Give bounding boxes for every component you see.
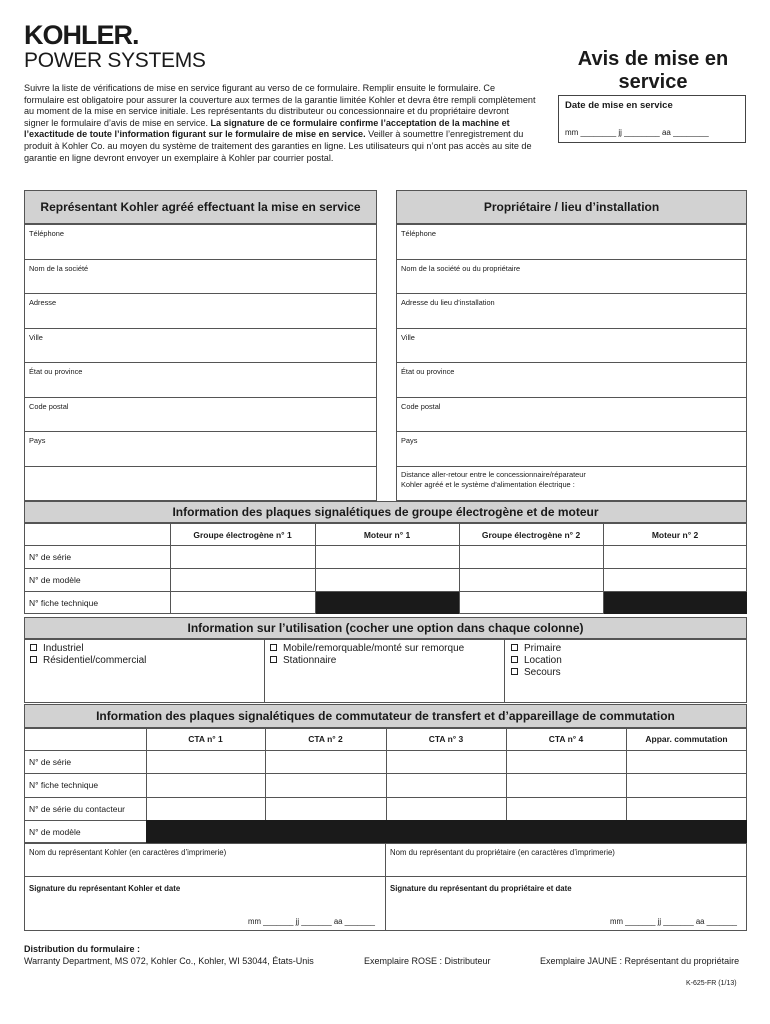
rep-name-label: Nom du représentant Kohler (en caractères d’imprimerie) — [29, 848, 227, 857]
logo-brand: KOHLER. — [24, 20, 139, 50]
transfer-switch-col-header: CTA n° 4 — [548, 734, 584, 744]
generator-section-header: Information des plaques signalétiques de groupe électrogène et de moteur — [24, 501, 747, 523]
transfer-switch-section-header: Information des plaques signalétiques de commutateur de transfert et d’appareillage de commutation — [24, 704, 747, 728]
owner-field-label: Pays — [401, 436, 418, 445]
generator-cell-input[interactable] — [460, 592, 603, 614]
date-label: Date de mise en service — [565, 100, 673, 111]
rep-field-0[interactable] — [24, 224, 377, 260]
transfer-switch-cell-input[interactable] — [627, 798, 747, 820]
option-label: Location — [524, 655, 562, 666]
distance-label-line1: Distance aller-retour entre le concessionnaire/réparateur — [401, 469, 586, 479]
option-label: Mobile/remorquable/monté sur remorque — [283, 643, 465, 654]
option-label: Résidentiel/commercial — [43, 655, 147, 666]
option-label: Industriel — [43, 643, 84, 654]
usage-option-col3[interactable] — [511, 655, 562, 667]
generator-col-header: Moteur n° 1 — [363, 530, 411, 540]
rep-section-header: Représentant Kohler agréé effectuant la mise en service — [24, 190, 377, 224]
rep-field-6[interactable] — [24, 431, 377, 467]
rep-field-label: Pays — [29, 436, 46, 445]
transfer-switch-cell-input[interactable] — [387, 774, 506, 796]
generator-col-header: Groupe électrogène n° 2 — [481, 530, 581, 540]
generator-cell-input[interactable] — [604, 569, 747, 591]
owner-field-3[interactable] — [396, 328, 747, 364]
generator-col-header: Groupe électrogène n° 1 — [193, 530, 292, 540]
option-label: Stationnaire — [283, 655, 337, 666]
transfer-switch-cell-input[interactable] — [147, 798, 265, 820]
checkbox[interactable] — [511, 656, 518, 663]
checkbox[interactable] — [30, 656, 37, 663]
transfer-switch-cell-input[interactable] — [266, 798, 386, 820]
usage-option-col2[interactable] — [270, 655, 336, 667]
owner-field-label: Adresse du lieu d’installation — [401, 298, 495, 307]
transfer-switch-cell-input[interactable] — [147, 751, 265, 773]
owner-field-0[interactable] — [396, 224, 747, 260]
distribution-label: Distribution du formulaire : — [24, 944, 140, 954]
rep-field-5[interactable] — [24, 397, 377, 433]
logo-subtitle: POWER SYSTEMS — [24, 49, 206, 72]
generator-cell-input[interactable] — [171, 546, 315, 568]
rep-field-label: État ou province — [29, 367, 83, 376]
distance-label-line2: Kohler agréé et le système d’alimentation électrique : — [401, 479, 575, 489]
transfer-switch-cell-input[interactable] — [507, 751, 626, 773]
intro-part-2: Veiller à soumettre l’enregistrement du produit à Kohler Co. au moyen du système de traitement des garanties en ligne. Les utilisateurs qui n’ont pas accès au site de garantie en ligne devront envoyer un exemplaire à Kohler par courrier postal. — [24, 129, 532, 163]
owner-field-6[interactable] — [396, 431, 747, 467]
row-divider — [24, 876, 747, 877]
transfer-switch-row-label: N° de série — [29, 757, 72, 767]
intro-text — [24, 83, 536, 164]
owner-field-label: État ou province — [401, 367, 455, 376]
rep-field-label: Code postal — [29, 401, 69, 411]
transfer-switch-row-label: N° fiche technique — [29, 780, 99, 791]
column-divider — [385, 843, 386, 931]
transfer-switch-cell-input[interactable] — [266, 751, 386, 773]
blocked-cell — [146, 820, 747, 843]
yellow-copy-note: Exemplaire JAUNE : Représentant du propriétaire — [540, 956, 740, 966]
transfer-switch-col-header: CTA n° 3 — [428, 734, 464, 744]
blocked-cell — [604, 592, 747, 614]
column-divider — [264, 639, 265, 703]
owner-signature-date[interactable]: mm _______ jj _______ aa _______ — [610, 917, 738, 926]
transfer-switch-cell-input[interactable] — [266, 774, 386, 796]
rep-signature-date[interactable]: mm _______ jj _______ aa _______ — [248, 917, 376, 926]
owner-signature-label: Signature du représentant du propriétaire et date — [390, 884, 572, 893]
checkbox[interactable] — [270, 656, 277, 663]
transfer-switch-col-header: CTA n° 2 — [308, 734, 343, 744]
transfer-switch-col-header: CTA n° 1 — [188, 734, 223, 744]
generator-cell-input[interactable] — [460, 569, 603, 591]
transfer-switch-cell-input[interactable] — [507, 798, 626, 820]
transfer-switch-col-header: Appar. commutation — [645, 734, 728, 744]
owner-section-header: Propriétaire / lieu d’installation — [396, 190, 747, 224]
transfer-switch-row-label: N° de modèle — [29, 826, 81, 837]
checkbox[interactable] — [511, 668, 518, 675]
transfer-switch-cell-input[interactable] — [387, 751, 506, 773]
option-label: Secours — [524, 667, 561, 678]
rep-field-3[interactable] — [24, 328, 377, 364]
date-format: mm ________ jj ________ aa ________ — [565, 128, 709, 137]
column-divider — [504, 639, 505, 703]
usage-option-col1[interactable] — [30, 655, 146, 667]
intro-bold: La signature de ce formulaire confirme l’acceptation de la machine et l’exactitude de toute l’information figurant sur le formulaire de mise en service. — [24, 117, 510, 140]
intro-part-1: Suivre la liste de vérifications de mise en service figurant au verso de ce formulaire. Remplir ensuite le formulaire. Ce formulaire est obligatoire pour assurer la couverture aux termes de la garantie limitée Kohler et devra être rempli complètement au moment de la mise en service initiale. Les représentants du distributeur ou concessionnaire et du propriétaire devront signer le formulaire d’avis de mise en service. — [24, 83, 536, 128]
warranty-address: Warranty Department, MS 072, Kohler Co., Kohler, WI 53044, États-Unis — [24, 956, 314, 966]
option-label: Primaire — [524, 643, 562, 654]
usage-section-header: Information sur l’utilisation (cocher une option dans chaque colonne) — [24, 617, 747, 639]
usage-option-col1[interactable] — [30, 643, 84, 655]
owner-field-label: Nom de la société ou du propriétaire — [401, 263, 521, 273]
usage-option-col3[interactable] — [511, 643, 561, 655]
owner-field-5[interactable] — [396, 397, 747, 433]
rep-field-2[interactable] — [24, 293, 377, 329]
generator-cell-input[interactable] — [171, 569, 315, 591]
usage-option-col2[interactable] — [270, 643, 464, 655]
rep-empty-box — [24, 466, 377, 502]
generator-cell-input[interactable] — [316, 546, 459, 568]
transfer-switch-cell-input[interactable] — [627, 751, 747, 773]
generator-cell-input[interactable] — [171, 592, 315, 614]
generator-cell-input[interactable] — [460, 546, 603, 568]
generator-row-label: N° de série — [29, 552, 72, 562]
pink-copy-note: Exemplaire ROSE : Distributeur — [364, 956, 491, 966]
kohler-logo — [24, 22, 206, 71]
rep-field-label: Adresse — [29, 298, 57, 307]
commissioning-date-box[interactable] — [558, 95, 746, 143]
generator-row-label: N° de modèle — [29, 575, 81, 585]
rep-field-label: Nom de la société — [29, 263, 89, 273]
rep-signature-label: Signature du représentant Kohler et date — [29, 884, 181, 893]
owner-field-label: Ville — [401, 332, 415, 342]
generator-row-label: N° fiche technique — [29, 598, 99, 608]
transfer-switch-cell-input[interactable] — [387, 798, 506, 820]
generator-cell-input[interactable] — [316, 569, 459, 591]
blocked-cell — [316, 592, 459, 614]
rep-field-label: Téléphone — [29, 229, 64, 238]
checkbox[interactable] — [511, 644, 518, 651]
form-code: K-625-FR (1/13) — [686, 980, 737, 987]
transfer-switch-cell-input[interactable] — [507, 774, 626, 796]
transfer-switch-cell-input[interactable] — [147, 774, 265, 796]
usage-option-col3[interactable] — [511, 667, 561, 679]
checkbox[interactable] — [270, 644, 277, 651]
rep-field-label: Ville — [29, 332, 43, 342]
transfer-switch-row-label: N° de série du contacteur — [29, 803, 126, 814]
owner-field-label: Téléphone — [401, 229, 436, 238]
generator-col-header: Moteur n° 2 — [651, 530, 699, 540]
owner-field-label: Code postal — [401, 401, 441, 411]
generator-cell-input[interactable] — [604, 546, 747, 568]
form-title: Avis de mise en service — [577, 48, 729, 93]
owner-name-label: Nom du représentant du propriétaire (en caractères d’imprimerie) — [390, 848, 615, 857]
checkbox[interactable] — [30, 644, 37, 651]
transfer-switch-cell-input[interactable] — [627, 774, 747, 796]
